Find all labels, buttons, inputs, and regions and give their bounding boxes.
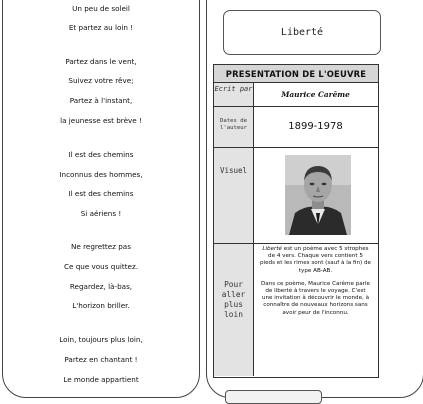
poem-title: Liberté bbox=[223, 10, 381, 55]
poem-line: Loin, toujours plus loin, bbox=[59, 335, 143, 344]
author-dates-label: Dates de l'auteur bbox=[214, 107, 254, 147]
poem-line: Partez dans le vent, bbox=[65, 57, 137, 66]
further-reading-text bbox=[254, 246, 377, 374]
description-paragraph bbox=[260, 246, 371, 275]
table-header: PRESENTATION DE L'OEUVRE bbox=[214, 65, 378, 83]
poem-line: Suivez votre rêve; bbox=[68, 76, 134, 85]
poem-line: Et partez au loin ! bbox=[68, 23, 134, 32]
bottom-button[interactable] bbox=[225, 390, 322, 404]
poem-line: Regardez, là-bas, bbox=[69, 282, 133, 291]
further-reading-label: Pour aller plus loin bbox=[214, 244, 254, 376]
author-dates: 1899-1978 bbox=[288, 121, 343, 132]
poem-line: la jeunesse est brève ! bbox=[60, 116, 142, 125]
author-portrait bbox=[285, 155, 351, 235]
poem-line: Ne regrettez pas bbox=[71, 242, 131, 251]
presentation-table bbox=[213, 64, 379, 378]
poem-title-emphasis: Liberté bbox=[262, 246, 282, 252]
poem-line: Partez à l'instant, bbox=[69, 96, 133, 105]
poem-line: Si aériens ! bbox=[80, 209, 122, 218]
author-portrait-image bbox=[285, 155, 351, 235]
poem-line: L'horizon briller. bbox=[72, 301, 130, 310]
poem-line: Le monde appartient bbox=[63, 375, 139, 384]
poem-line: Ce que vous quittez. bbox=[63, 262, 139, 271]
poem-line: Un peu de soleil bbox=[72, 4, 130, 13]
poem-line: Inconnus des hommes, bbox=[59, 170, 143, 179]
author-name: Maurice Carême bbox=[281, 90, 350, 99]
description-paragraph: Dans ce poème, Maurice Carême parle de liberté à travers le voyage. C'est une invitation à découvrir le monde, à connaître de nouveaux horizons sans avoir peur de l'inconnu. bbox=[261, 280, 370, 316]
poem-line: Il est des chemins bbox=[68, 189, 134, 198]
written-by-label: Ecrit par bbox=[214, 83, 254, 106]
description-text: est un poème avec 5 strophes de 4 vers. Chaque vers contient 5 pieds et les rimes sont (sauf à la fin) de type AB-AB. bbox=[260, 246, 371, 274]
poem-line: Partez en chantant ! bbox=[64, 355, 138, 364]
visual-label: Visuel bbox=[214, 148, 254, 243]
poem-line: Il est des chemins bbox=[68, 150, 134, 159]
